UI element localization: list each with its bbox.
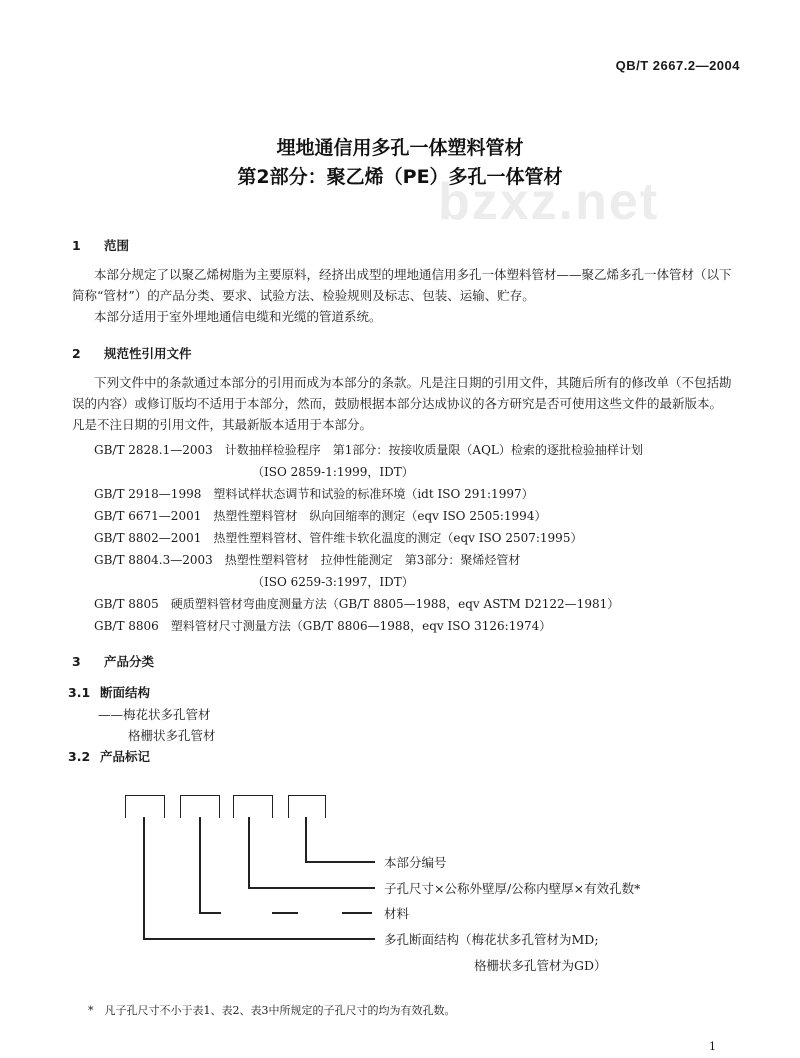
- reference-item: （ISO 2859-1:1999，IDT）: [252, 465, 414, 479]
- leader-line: [143, 817, 145, 939]
- reference-item: GB/T 8802—2001 热塑性塑料管材、管件维卡软化温度的测定（eqv ISO 2507:1995）: [94, 531, 583, 545]
- section-title: 产品分类: [104, 654, 155, 669]
- structure-item: 格栅状多孔管材: [128, 728, 216, 743]
- leader-line: [199, 817, 201, 913]
- leader-line: [248, 887, 375, 889]
- section-title: 规范性引用文件: [104, 346, 192, 361]
- section-title: 产品标记: [100, 749, 151, 764]
- section-2-intro: 下列文件中的条款通过本部分的引用而成为本部分的条款。凡是注日期的引用文件，其随后所有的修改单（不包括勘误的内容）或修订版均不适用于本部分，然而，鼓励根据本部分达成协议的各方研究是否可使用这些文件的最新版本。凡是不注日期的引用文件，其最新版本适用于本部分。: [72, 375, 732, 432]
- watermark: bzxz.net: [438, 173, 660, 231]
- reference-item: GB/T 8806 塑料管材尺寸测量方法（GB/T 8806—1988，eqv ISO 3126:1974）: [94, 619, 552, 633]
- footnote: * 凡子孔尺寸不小于表1、表2、表3中所规定的子孔尺寸的均为有效孔数。: [88, 1004, 456, 1017]
- marking-box-part-number: [288, 795, 326, 818]
- marking-label: 本部分编号: [384, 855, 447, 870]
- marking-label: 格栅状多孔管材为GD）: [474, 958, 607, 973]
- section-number: 3: [72, 654, 81, 669]
- document-title-line2: 第2部分：聚乙烯（PE）多孔一体管材: [237, 166, 563, 188]
- section-number: 3.1: [68, 685, 91, 700]
- marking-box-material: [180, 795, 220, 818]
- marking-label: 子孔尺寸×公称外壁厚/公称内壁厚×有效孔数*: [384, 881, 641, 896]
- section-1-paragraph-1: 本部分规定了以聚乙烯树脂为主要原料，经挤出成型的埋地通信用多孔一体塑料管材——聚乙烯多孔一体管材（以下简称“管材”）的产品分类、要求、试验方法、检验规则及标志、包装、运输、贮存。: [72, 267, 732, 303]
- section-1-heading: [72, 236, 129, 254]
- section-number: 3.2: [68, 749, 91, 764]
- section-3-1-heading: [68, 683, 150, 701]
- section-2-heading: [72, 344, 192, 362]
- structure-item: ——梅花状多孔管材: [98, 707, 211, 722]
- document-title-line1: 埋地通信用多孔一体塑料管材: [276, 137, 524, 159]
- section-title: 范围: [104, 238, 130, 253]
- leader-line: [248, 817, 250, 888]
- leader-line: [143, 938, 375, 940]
- reference-item: GB/T 8804.3—2003 热塑性塑料管材 拉伸性能测定 第3部分：聚烯烃管材: [94, 553, 521, 567]
- leader-line: [199, 912, 221, 914]
- leader-line: [272, 912, 298, 914]
- section-title: 断面结构: [100, 685, 151, 700]
- reference-item: GB/T 2918—1998 塑料试样状态调节和试验的标准环境（idt ISO 291:1997）: [94, 487, 534, 501]
- page-number: 1: [709, 1040, 716, 1053]
- section-number: 1: [72, 238, 81, 253]
- marking-box-structure: [125, 795, 165, 818]
- section-1-paragraph-2: 本部分适用于室外埋地通信电缆和光缆的管道系统。: [94, 309, 382, 324]
- section-3-2-heading: [68, 747, 150, 765]
- leader-line: [305, 817, 307, 862]
- leader-line: [342, 912, 372, 914]
- section-number: 2: [72, 346, 81, 361]
- marking-label: 材料: [384, 906, 410, 921]
- leader-line: [305, 861, 375, 863]
- marking-box-size: [233, 795, 273, 818]
- reference-item: GB/T 8805 硬质塑料管材弯曲度测量方法（GB/T 8805—1988，eqv ASTM D2122—1981）: [94, 597, 620, 611]
- reference-item: GB/T 6671—2001 热塑性塑料管材 纵向回缩率的测定（eqv ISO 2505:1994）: [94, 509, 547, 523]
- standard-number: QB/T 2667.2—2004: [615, 58, 740, 73]
- reference-item: （ISO 6259-3:1997，IDT）: [252, 575, 414, 589]
- section-3-heading: [72, 652, 154, 670]
- marking-label: 多孔断面结构（梅花状多孔管材为MD;: [384, 932, 599, 947]
- reference-item: GB/T 2828.1—2003 计数抽样检验程序 第1部分：按接收质量限（AQL）检索的逐批检验抽样计划: [94, 443, 643, 457]
